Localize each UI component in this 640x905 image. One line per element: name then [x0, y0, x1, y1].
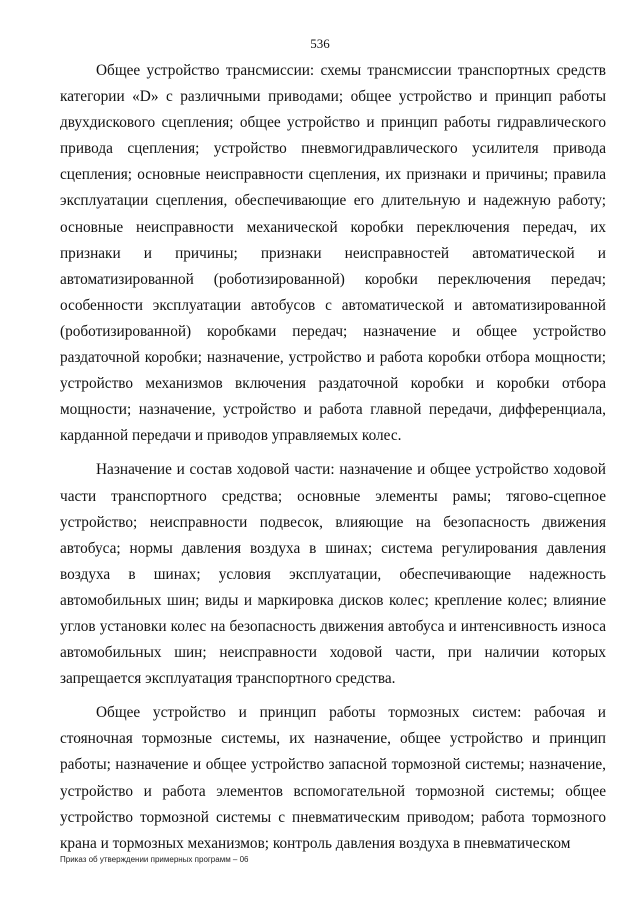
page-footer: Приказ об утверждении примерных программ – 06	[60, 855, 249, 864]
paragraph-brake-systems: Общее устройство и принцип работы тормозных систем: рабочая и стояночная тормозные системы, их назначение, общее устройство и принцип работы; назначение и общее устройство запасной тормозной системы; назначение, устройство и работа элементов вспомогательной тормозной системы; общее устройство тормозной системы с пневматическим приводом; работа тормозного крана и тормозных механизмов; контроль давления воздуха в пневматическом	[60, 704, 606, 852]
paragraph-transmission: Общее устройство трансмиссии: схемы трансмиссии транспортных средств категории «D» с различными приводами; общее устройство и принцип работы двухдискового сцепления; общее устройство и принцип работы гидравлического привода сцепления; устройство пневмогидравлического усилителя привода сцепления; основные неисправности сцепления, их признаки и причины; правила эксплуатации сцепления, обеспечивающие его длительную и надежную работу; основные неисправности механической коробки переключения передач, их признаки и причины; признаки неисправностей автоматической и автоматизированной (роботизированной) коробки переключения передач; особенности эксплуатации автобусов с автоматической и автоматизированной (роботизированной) коробками передач; назначение и общее устройство раздаточной коробки; назначение, устройство и работа коробки отбора мощности; устройство механизмов включения раздаточной коробки и коробки отбора мощности; назначение, устройство и работа главной передачи, дифференциала, карданной передачи и приводов управляемых колес.	[60, 62, 606, 445]
paragraph-running-gear: Назначение и состав ходовой части: назначение и общее устройство ходовой части транспортного средства; основные элементы рамы; тягово-сцепное устройство; неисправности подвесок, влияющие на безопасность движения автобуса; нормы давления воздуха в шинах; система регулирования давления воздуха в шинах; условия эксплуатации, обеспечивающие надежность автомобильных шин; виды и маркировка дисков колес; крепление колес; влияние углов установки колес на безопасность движения автобуса и интенсивность износа автомобильных шин; неисправности ходовой части, при наличии которых запрещается эксплуатация транспортного средства.	[60, 461, 606, 688]
page-number: 536	[310, 36, 330, 51]
document-body	[60, 58, 606, 857]
